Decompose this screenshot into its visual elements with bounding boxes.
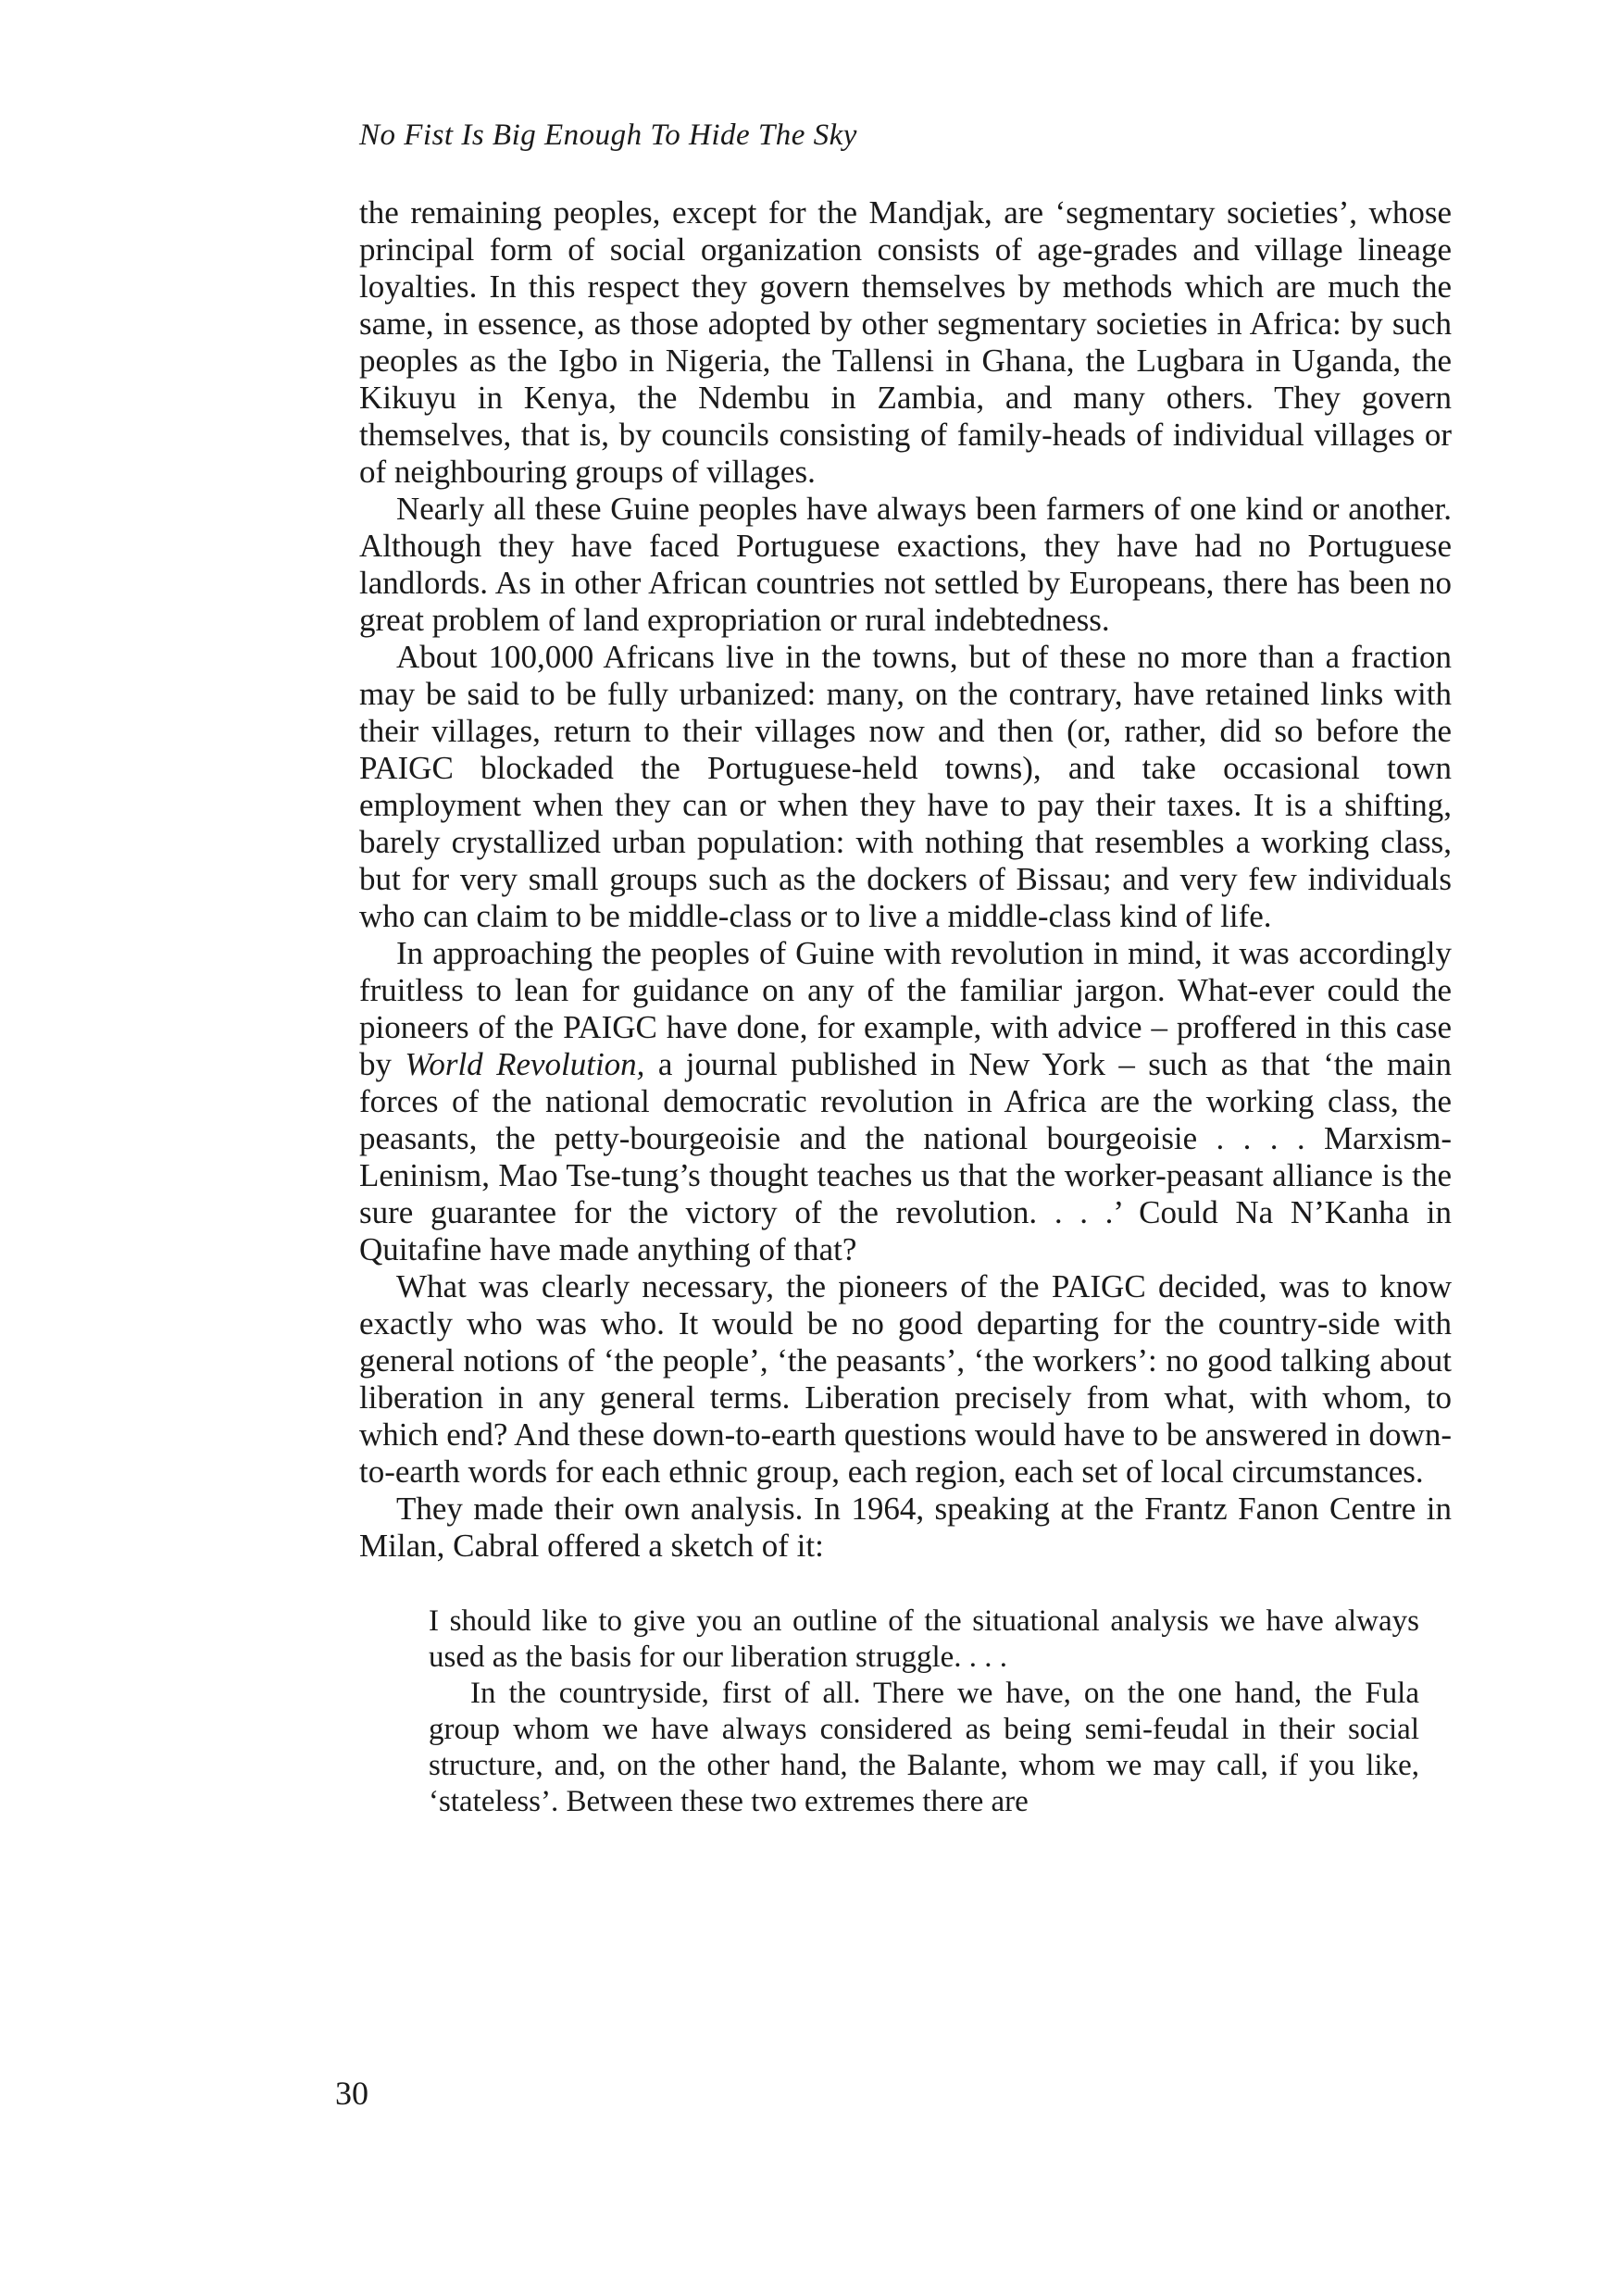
quote-paragraph-2: In the countryside, first of all. There we have, on the one hand, the Fula group whom we have always considered as being semi-feudal in their social structure, and, on the other hand, the Balante, whom we may call, if you like, ‘stateless’. Between these two extremes there are bbox=[429, 1677, 1419, 1818]
paragraph-4-text-a: In approaching the peoples of Guine with revolution in mind, it was accordingly fruitless to lean for guidance on any of the familiar jargon. What-ever could the pioneers of the PAIGC have done, for example, with advice – proffered in this case by bbox=[359, 935, 1452, 1082]
paragraph-1: the remaining peoples, except for the Mandjak, are ‘segmentary societies’, whose principal form of social organization consists of age-grades and village lineage loyalties. In this respect they govern themselves by methods which are much the same, in essence, as those adopted by other segmentary societies in Africa: by such peoples as the Igbo in Nigeria, the Tallensi in Ghana, the Lugbara in Uganda, the Kikuyu in Kenya, the Ndembu in Zambia, and many others. They govern themselves, that is, by councils consisting of family-heads of individual villages or of neighbouring groups of villages. bbox=[359, 194, 1452, 490]
paragraph-6: They made their own analysis. In 1964, speaking at the Frantz Fanon Centre in Milan, Cabral offered a sketch of it: bbox=[359, 1491, 1452, 1564]
paragraph-3: About 100,000 Africans live in the towns, but of these no more than a fraction may be said to be fully urbanized: many, on the contrary, have retained links with their villages, return to their villages now and then (or, rather, did so before the PAIGC blockaded the Portuguese-held towns), and take occasional town employment when they can or when they have to pay their taxes. It is a shifting, barely crystallized urban population: with nothing that resembles a working class, but for very small groups such as the dockers of Bissau; and very few individuals who can claim to be middle-class or to live a middle-class kind of life. bbox=[359, 639, 1452, 934]
paragraph-4-text-b: a journal published in New York – such as that ‘the main forces of the national democratic revolution in Africa are the working class, the peasants, the petty-bourgeoisie and the national bourgeoisie . . . . Marxism-Leninism, Mao Tse-tung’s thought teaches us that the worker-peasant alliance is the sure guarantee for the victory of the revolution. . . .’ Could Na N’Kanha in Quitafine have made anything of that? bbox=[359, 1046, 1452, 1267]
paragraph-5: What was clearly necessary, the pioneers of the PAIGC decided, was to know exactly who was who. It would be no good departing for the country-side with general notions of ‘the people’, ‘the peasants’, ‘the workers’: no good talking about liberation in any general terms. Liberation precisely from what, with whom, to which end? And these down-to-earth questions would have to be answered in down-to-earth words for each ethnic group, each region, each set of local circumstances. bbox=[359, 1268, 1452, 1490]
page-number: 30 bbox=[335, 2075, 368, 2112]
body-text bbox=[359, 194, 1452, 1820]
block-quote bbox=[429, 1603, 1419, 1820]
quote-paragraph-1: I should like to give you an outline of the situational analysis we have always used as the basis for our liberation struggle. . . . bbox=[429, 1604, 1419, 1674]
running-head-title: No Fist Is Big Enough To Hide The Sky bbox=[359, 119, 857, 152]
paragraph-4 bbox=[359, 935, 1452, 1268]
journal-title: World Revolution, bbox=[405, 1046, 645, 1082]
paragraph-2: Nearly all these Guine peoples have always been farmers of one kind or another. Although they have faced Portuguese exactions, they have had no Portuguese landlords. As in other African countries not settled by Europeans, there has been no great problem of land expropriation or rural indebtedness. bbox=[359, 491, 1452, 638]
